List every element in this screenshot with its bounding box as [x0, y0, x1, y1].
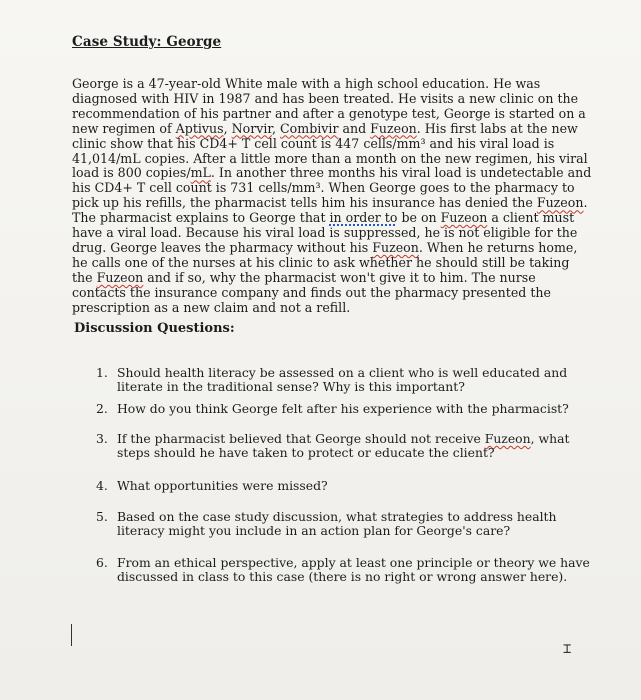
question-text: [117, 402, 591, 416]
text-run: . When he returns home, he calls one of the nurses at his clinic to ask whether he should still be taking the: [72, 239, 578, 285]
ibeam-cursor-icon: ⌶: [563, 641, 572, 657]
question-text: [117, 432, 591, 460]
text-run: ,: [223, 120, 232, 136]
discussion-question: [96, 510, 591, 538]
text-run: If the pharmacist believed that George should not receive: [117, 431, 485, 446]
discussion-question: [96, 556, 591, 584]
text-run: What opportunities were missed?: [117, 478, 328, 493]
spellcheck-flagged-word: Fuzeon: [536, 195, 584, 211]
question-text: [117, 510, 591, 538]
text-run: How do you think George felt after his experience with the pharmacist?: [117, 401, 569, 416]
text-run: Should health literacy be assessed on a client who is well educated and literate in the traditional sense? Why is this important?: [117, 365, 568, 394]
question-number: 1.: [96, 365, 108, 380]
text-run: . In another three months his viral load is undetectable and his CD4+ T cell count is 731 cells/mm³. When George goes to the pharmacy to pick up his refills, the pharmacist tells him his insurance has denied the: [72, 165, 592, 211]
text-run: be on: [397, 210, 441, 226]
text-run: . His first labs at the new clinic show that his CD4+ T cell count is 447 cells/mm³ and his viral load is 41,014/mL copies. After a little more than a month on the new regimen, his viral load is 800 copies/: [72, 120, 588, 181]
discussion-question: [96, 366, 591, 394]
question-number: 4.: [96, 478, 108, 493]
question-text: [117, 479, 591, 493]
question-text: [117, 556, 591, 584]
case-study-paragraph[interactable]: [72, 77, 592, 316]
text-run: and if so, why the pharmacist won't give it to him. The nurse contacts the insurance company and finds out the pharmacy presented the prescription as a new claim and not a refill.: [72, 269, 551, 315]
discussion-question: [96, 432, 591, 460]
question-number: 3.: [96, 431, 108, 446]
text-cursor: [71, 624, 72, 646]
text-run: and: [338, 120, 371, 136]
text-run: ,: [272, 120, 281, 136]
spellcheck-flagged-word: Fuzeon: [372, 239, 419, 255]
text-run: From an ethical perspective, apply at least one principle or theory we have discussed in class to this case (there is no right or wrong answer here).: [117, 555, 590, 584]
spellcheck-flagged-word: mL: [190, 165, 211, 181]
case-study-title: Case Study: George: [72, 34, 222, 50]
question-number: 5.: [96, 509, 108, 524]
spellcheck-flagged-word: Fuzeon: [440, 210, 488, 226]
spellcheck-flagged-word: Fuzeon: [96, 269, 144, 285]
grammar-flagged-phrase: in order to: [329, 210, 398, 226]
text-run: George is a 47-year-old White male with a high school education. He was diagnosed with HIV in 1987 and has been treated. He visits a new clinic on the recommendation of his partner and after a genotype test, George is started on a new regimen of: [72, 76, 586, 136]
text-run: . The pharmacist explains to George that: [72, 195, 588, 226]
spellcheck-flagged-word: Norvir: [231, 120, 273, 136]
text-run: Based on the case study discussion, what strategies to address health literacy might you include in an action plan for George's care?: [117, 509, 557, 538]
question-text: [117, 366, 591, 394]
discussion-question: [96, 479, 591, 493]
discussion-question: [96, 402, 591, 416]
spellcheck-flagged-word: Aptivus: [175, 120, 224, 136]
spellcheck-flagged-word: Fuzeon: [370, 120, 417, 136]
question-number: 2.: [96, 401, 108, 416]
text-run: , what steps should he have taken to protect or educate the client?: [117, 431, 570, 460]
spellcheck-flagged-word: Fuzeon: [484, 431, 531, 446]
text-run: a client must have a viral load. Because his viral load is suppressed, he is not eligible for the drug. George leaves the pharmacy without his: [72, 210, 578, 255]
question-number: 6.: [96, 555, 108, 570]
discussion-questions-heading: Discussion Questions:: [74, 321, 235, 336]
spellcheck-flagged-word: Combivir: [280, 120, 339, 136]
